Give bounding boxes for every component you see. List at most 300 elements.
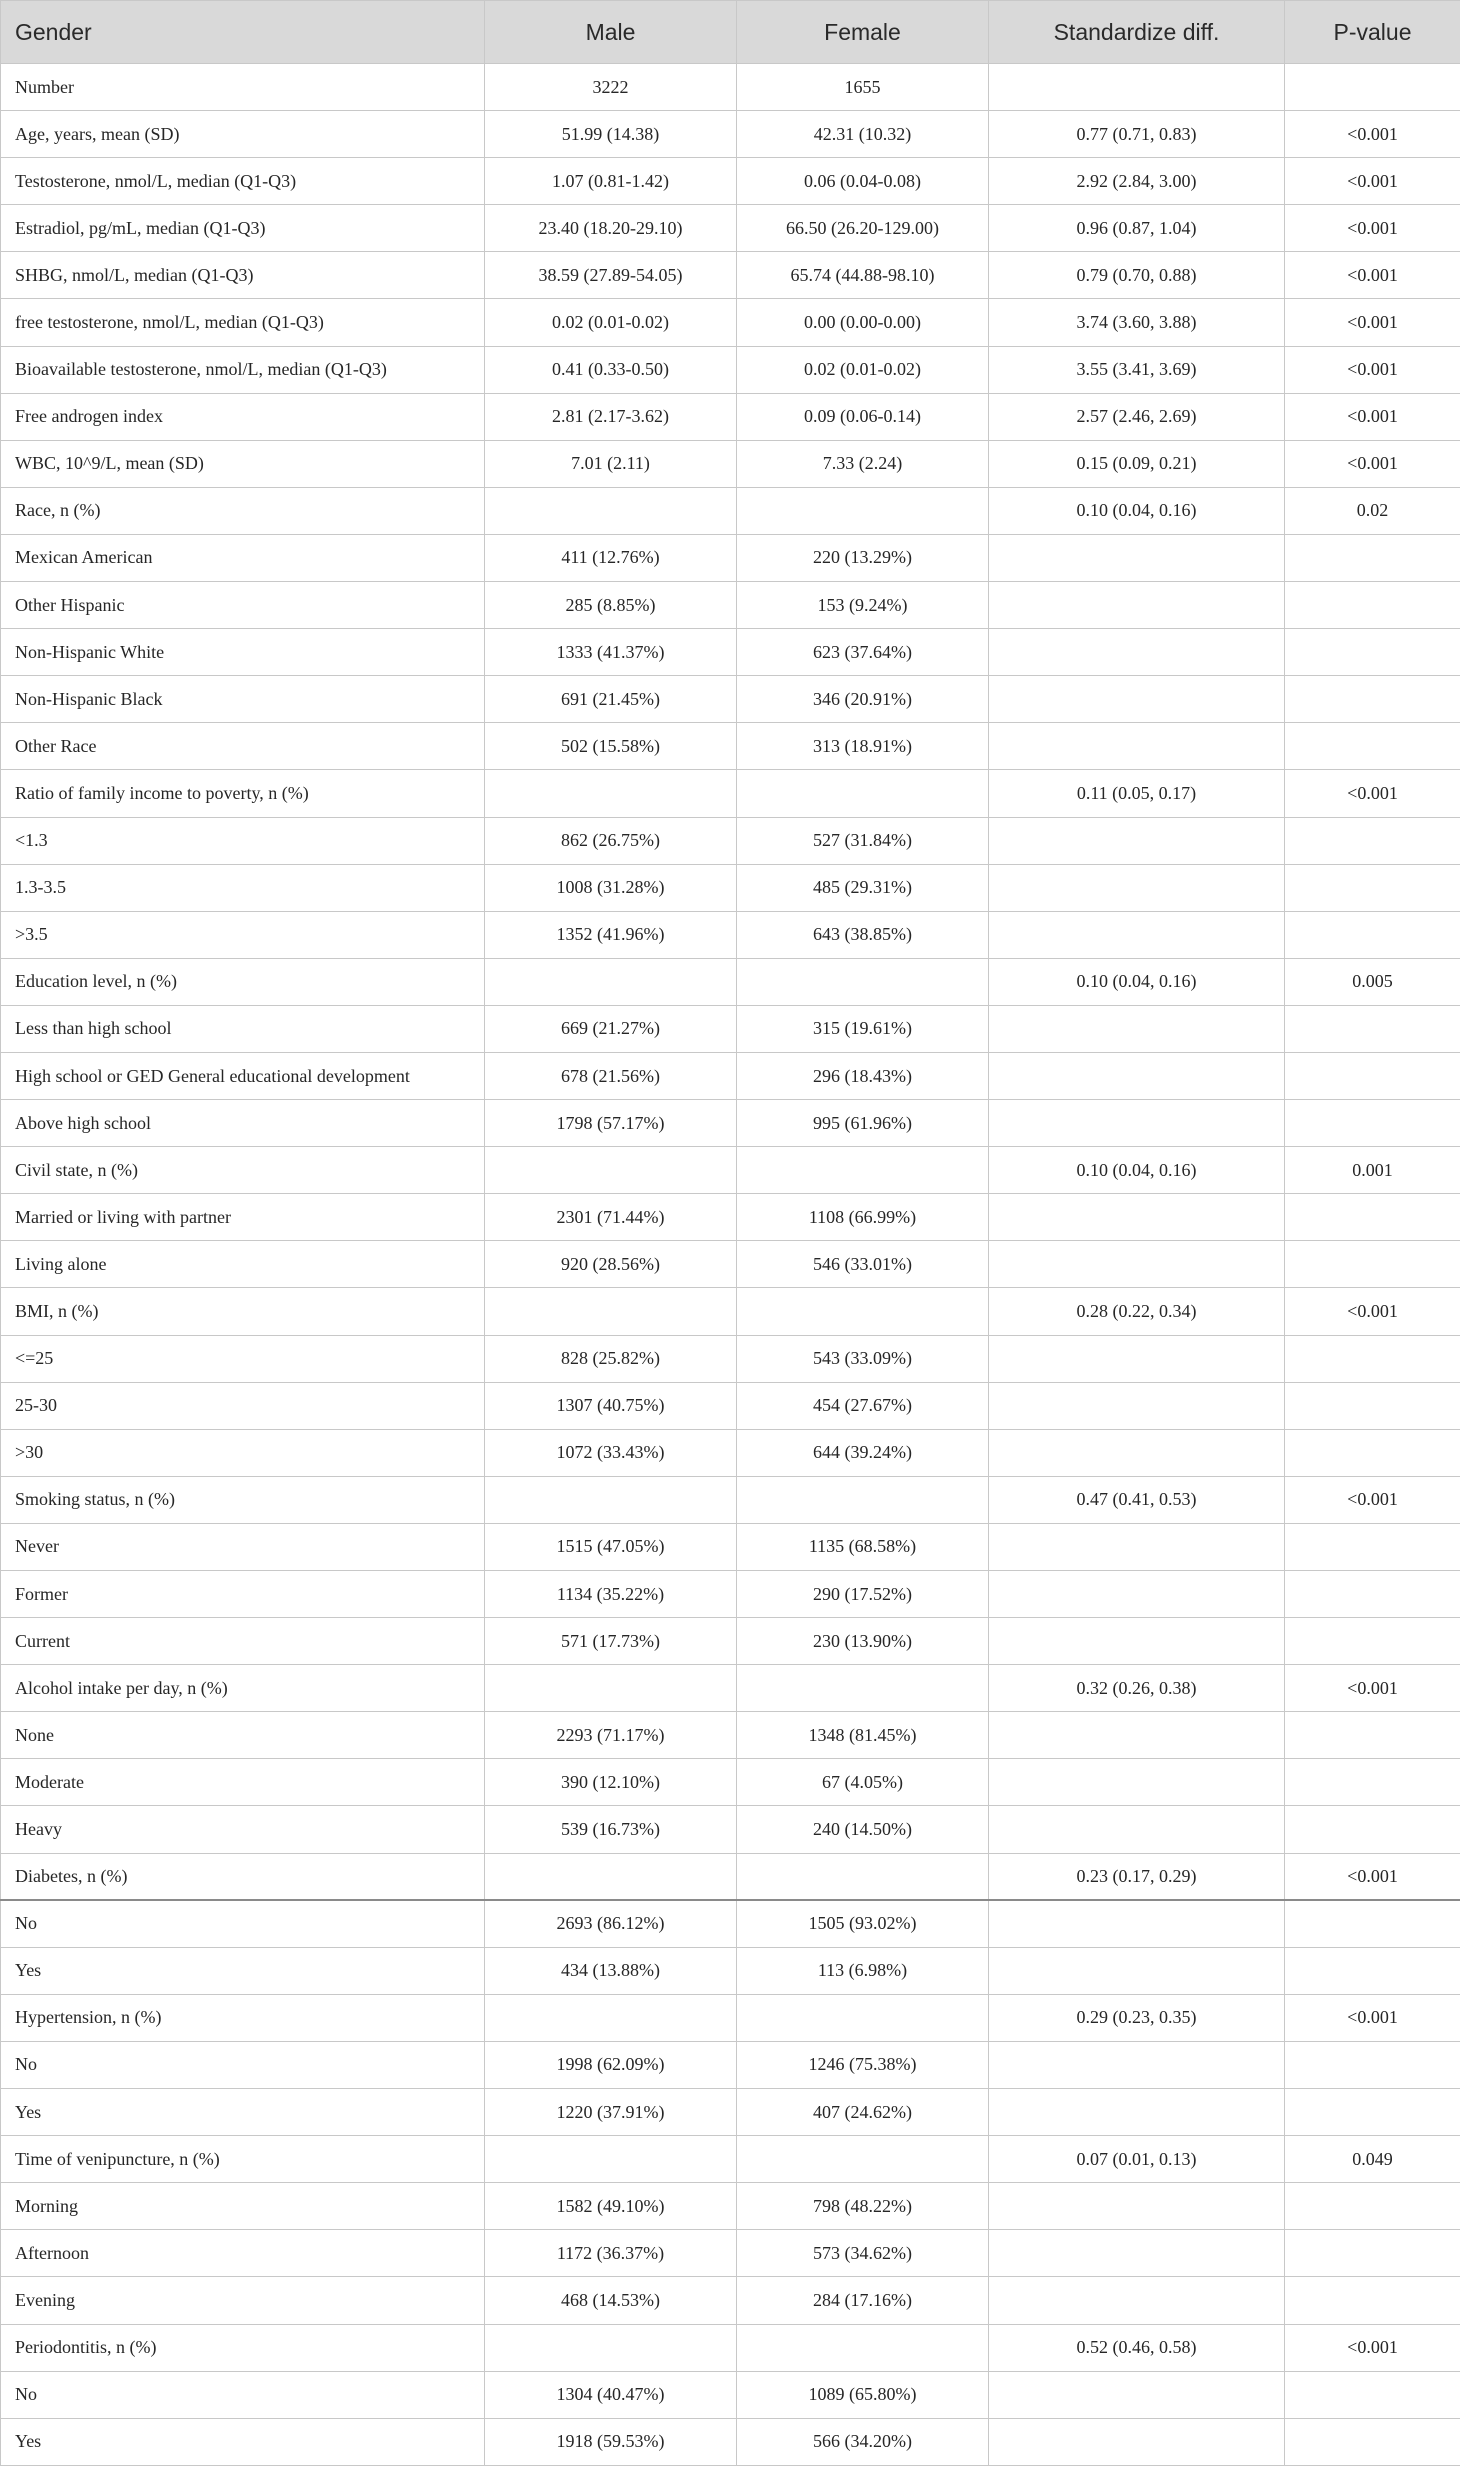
cell-standardize-diff <box>989 1947 1285 1994</box>
table-row <box>1 1335 1460 1382</box>
table-row <box>1 534 1460 581</box>
cell-p-value <box>1285 817 1460 864</box>
cell-standardize-diff <box>989 1005 1285 1052</box>
table-row <box>1 64 1460 111</box>
cell-variable: Never <box>1 1523 485 1570</box>
cell-variable: Smoking status, n (%) <box>1 1476 485 1523</box>
cell-female <box>737 2136 989 2183</box>
cell-variable: Living alone <box>1 1241 485 1288</box>
cell-male: 411 (12.76%) <box>485 534 737 581</box>
cell-male: 468 (14.53%) <box>485 2277 737 2324</box>
cell-variable: >30 <box>1 1429 485 1476</box>
cell-female: 0.00 (0.00-0.00) <box>737 299 989 346</box>
cell-female: 0.09 (0.06-0.14) <box>737 393 989 440</box>
table-row <box>1 1853 1460 1900</box>
cell-female <box>737 1665 989 1712</box>
cell-standardize-diff <box>989 2418 1285 2465</box>
cell-variable: Other Hispanic <box>1 582 485 629</box>
cell-female <box>737 1476 989 1523</box>
table-row <box>1 158 1460 205</box>
cell-standardize-diff: 0.77 (0.71, 0.83) <box>989 111 1285 158</box>
table-row <box>1 1476 1460 1523</box>
cell-female: 315 (19.61%) <box>737 1005 989 1052</box>
cell-p-value <box>1285 1523 1460 1570</box>
cell-female: 220 (13.29%) <box>737 534 989 581</box>
cell-female: 1135 (68.58%) <box>737 1523 989 1570</box>
header-gender: Gender <box>1 1 485 64</box>
cell-standardize-diff <box>989 911 1285 958</box>
table-row <box>1 1947 1460 1994</box>
table-row <box>1 958 1460 1005</box>
cell-variable: Alcohol intake per day, n (%) <box>1 1665 485 1712</box>
table-row <box>1 393 1460 440</box>
table-row <box>1 2136 1460 2183</box>
cell-variable: Former <box>1 1571 485 1618</box>
cell-male: 23.40 (18.20-29.10) <box>485 205 737 252</box>
cell-variable: Other Race <box>1 723 485 770</box>
table-row <box>1 582 1460 629</box>
cell-male: 1352 (41.96%) <box>485 911 737 958</box>
cell-p-value: 0.02 <box>1285 487 1460 534</box>
header-female: Female <box>737 1 989 64</box>
cell-variable: 25-30 <box>1 1382 485 1429</box>
cell-variable: Current <box>1 1618 485 1665</box>
cell-p-value: <0.001 <box>1285 1853 1460 1900</box>
cell-male <box>485 958 737 1005</box>
cell-p-value: <0.001 <box>1285 393 1460 440</box>
cell-variable: Mexican American <box>1 534 485 581</box>
cell-variable: Heavy <box>1 1806 485 1853</box>
cell-p-value: <0.001 <box>1285 205 1460 252</box>
cell-male: 1008 (31.28%) <box>485 864 737 911</box>
cell-variable: Ratio of family income to poverty, n (%) <box>1 770 485 817</box>
cell-standardize-diff <box>989 864 1285 911</box>
cell-variable: Number <box>1 64 485 111</box>
cell-female <box>737 2324 989 2371</box>
cell-female: 995 (61.96%) <box>737 1100 989 1147</box>
cell-standardize-diff <box>989 723 1285 770</box>
cell-standardize-diff: 3.74 (3.60, 3.88) <box>989 299 1285 346</box>
table-row <box>1 1994 1460 2041</box>
cell-male: 1998 (62.09%) <box>485 2041 737 2088</box>
cell-standardize-diff: 0.29 (0.23, 0.35) <box>989 1994 1285 2041</box>
cell-p-value: <0.001 <box>1285 158 1460 205</box>
cell-standardize-diff <box>989 1712 1285 1759</box>
cell-female: 65.74 (44.88-98.10) <box>737 252 989 299</box>
table-row <box>1 205 1460 252</box>
cell-standardize-diff <box>989 2041 1285 2088</box>
cell-standardize-diff: 0.07 (0.01, 0.13) <box>989 2136 1285 2183</box>
cell-p-value <box>1285 1005 1460 1052</box>
cell-female: 42.31 (10.32) <box>737 111 989 158</box>
cell-male: 1134 (35.22%) <box>485 1571 737 1618</box>
cell-p-value <box>1285 1571 1460 1618</box>
table-row <box>1 2418 1460 2465</box>
cell-female: 0.02 (0.01-0.02) <box>737 346 989 393</box>
cell-male: 0.02 (0.01-0.02) <box>485 299 737 346</box>
cell-male <box>485 770 737 817</box>
cell-p-value: <0.001 <box>1285 2324 1460 2371</box>
cell-male: 3222 <box>485 64 737 111</box>
cell-variable: Morning <box>1 2183 485 2230</box>
cell-male: 1798 (57.17%) <box>485 1100 737 1147</box>
cell-p-value <box>1285 1947 1460 1994</box>
cell-p-value <box>1285 2277 1460 2324</box>
cell-standardize-diff: 0.28 (0.22, 0.34) <box>989 1288 1285 1335</box>
table-row <box>1 2324 1460 2371</box>
cell-standardize-diff: 0.10 (0.04, 0.16) <box>989 1147 1285 1194</box>
cell-female: 1505 (93.02%) <box>737 1900 989 1947</box>
cell-standardize-diff <box>989 1806 1285 1853</box>
cell-male: 285 (8.85%) <box>485 582 737 629</box>
table-row <box>1 770 1460 817</box>
table-row <box>1 1194 1460 1241</box>
cell-standardize-diff <box>989 1900 1285 1947</box>
cell-male <box>485 1147 737 1194</box>
cell-male: 2293 (71.17%) <box>485 1712 737 1759</box>
cell-variable: Bioavailable testosterone, nmol/L, median (Q1-Q3) <box>1 346 485 393</box>
cell-male: 571 (17.73%) <box>485 1618 737 1665</box>
cell-p-value <box>1285 2089 1460 2136</box>
cell-male <box>485 1665 737 1712</box>
table-row <box>1 1288 1460 1335</box>
cell-female: 566 (34.20%) <box>737 2418 989 2465</box>
cell-standardize-diff <box>989 2183 1285 2230</box>
cell-male: 2.81 (2.17-3.62) <box>485 393 737 440</box>
cell-female: 485 (29.31%) <box>737 864 989 911</box>
cell-standardize-diff <box>989 1194 1285 1241</box>
cell-p-value <box>1285 1429 1460 1476</box>
cell-standardize-diff <box>989 534 1285 581</box>
cell-female <box>737 1994 989 2041</box>
table-row <box>1 1005 1460 1052</box>
table-row <box>1 1382 1460 1429</box>
table-row <box>1 1665 1460 1712</box>
cell-variable: Race, n (%) <box>1 487 485 534</box>
cell-p-value: <0.001 <box>1285 440 1460 487</box>
cell-standardize-diff <box>989 1618 1285 1665</box>
cell-female: 0.06 (0.04-0.08) <box>737 158 989 205</box>
cell-male <box>485 1853 737 1900</box>
cell-male: 669 (21.27%) <box>485 1005 737 1052</box>
table-row <box>1 252 1460 299</box>
cell-variable: Age, years, mean (SD) <box>1 111 485 158</box>
cell-p-value <box>1285 1712 1460 1759</box>
header-male: Male <box>485 1 737 64</box>
table-row <box>1 1052 1460 1099</box>
cell-p-value <box>1285 1618 1460 1665</box>
cell-standardize-diff <box>989 64 1285 111</box>
cell-p-value <box>1285 1335 1460 1382</box>
cell-p-value <box>1285 1194 1460 1241</box>
cell-male <box>485 2136 737 2183</box>
table-row <box>1 1759 1460 1806</box>
cell-variable: Non-Hispanic White <box>1 629 485 676</box>
cell-variable: Married or living with partner <box>1 1194 485 1241</box>
cell-standardize-diff: 2.92 (2.84, 3.00) <box>989 158 1285 205</box>
cell-p-value: <0.001 <box>1285 111 1460 158</box>
table-row <box>1 1100 1460 1147</box>
cell-p-value <box>1285 2418 1460 2465</box>
cell-standardize-diff <box>989 1241 1285 1288</box>
cell-p-value: <0.001 <box>1285 1665 1460 1712</box>
cell-p-value <box>1285 2041 1460 2088</box>
cell-variable: No <box>1 1900 485 1947</box>
table-row <box>1 723 1460 770</box>
cell-female: 7.33 (2.24) <box>737 440 989 487</box>
cell-standardize-diff <box>989 2089 1285 2136</box>
cell-p-value: <0.001 <box>1285 1288 1460 1335</box>
cell-male: 1304 (40.47%) <box>485 2371 737 2418</box>
cell-female: 346 (20.91%) <box>737 676 989 723</box>
cell-standardize-diff <box>989 1100 1285 1147</box>
header-p-value: P-value <box>1285 1 1460 64</box>
cell-standardize-diff <box>989 1429 1285 1476</box>
cell-p-value <box>1285 911 1460 958</box>
cell-female: 1108 (66.99%) <box>737 1194 989 1241</box>
cell-p-value: 0.049 <box>1285 2136 1460 2183</box>
cell-standardize-diff: 0.10 (0.04, 0.16) <box>989 487 1285 534</box>
cell-variable: Periodontitis, n (%) <box>1 2324 485 2371</box>
cell-male: 1582 (49.10%) <box>485 2183 737 2230</box>
table-row <box>1 2371 1460 2418</box>
cell-female <box>737 1288 989 1335</box>
table-row <box>1 1147 1460 1194</box>
cell-p-value <box>1285 64 1460 111</box>
cell-female: 546 (33.01%) <box>737 1241 989 1288</box>
cell-male: 678 (21.56%) <box>485 1052 737 1099</box>
cell-male: 862 (26.75%) <box>485 817 737 864</box>
cell-male: 390 (12.10%) <box>485 1759 737 1806</box>
cell-standardize-diff: 0.52 (0.46, 0.58) <box>989 2324 1285 2371</box>
table-row <box>1 1571 1460 1618</box>
cell-male: 7.01 (2.11) <box>485 440 737 487</box>
cell-female: 296 (18.43%) <box>737 1052 989 1099</box>
cell-male: 1333 (41.37%) <box>485 629 737 676</box>
cell-female: 623 (37.64%) <box>737 629 989 676</box>
cell-female <box>737 958 989 1005</box>
cell-standardize-diff <box>989 1523 1285 1570</box>
cell-male: 539 (16.73%) <box>485 1806 737 1853</box>
cell-p-value <box>1285 629 1460 676</box>
cell-standardize-diff <box>989 676 1285 723</box>
cell-p-value <box>1285 1900 1460 1947</box>
cell-female: 643 (38.85%) <box>737 911 989 958</box>
table-row <box>1 864 1460 911</box>
cell-variable: >3.5 <box>1 911 485 958</box>
cell-standardize-diff: 0.11 (0.05, 0.17) <box>989 770 1285 817</box>
cell-variable: No <box>1 2371 485 2418</box>
cell-variable: Non-Hispanic Black <box>1 676 485 723</box>
cell-male: 828 (25.82%) <box>485 1335 737 1382</box>
cell-female: 407 (24.62%) <box>737 2089 989 2136</box>
table-row <box>1 676 1460 723</box>
cell-p-value <box>1285 2371 1460 2418</box>
table-row <box>1 2089 1460 2136</box>
cell-p-value: 0.005 <box>1285 958 1460 1005</box>
cell-variable: Moderate <box>1 1759 485 1806</box>
table-row <box>1 1712 1460 1759</box>
table-row <box>1 440 1460 487</box>
cell-female: 644 (39.24%) <box>737 1429 989 1476</box>
cell-variable: 1.3-3.5 <box>1 864 485 911</box>
cell-variable: Hypertension, n (%) <box>1 1994 485 2041</box>
cell-female: 454 (27.67%) <box>737 1382 989 1429</box>
cell-standardize-diff: 0.15 (0.09, 0.21) <box>989 440 1285 487</box>
cell-p-value: <0.001 <box>1285 1476 1460 1523</box>
cell-standardize-diff: 0.23 (0.17, 0.29) <box>989 1853 1285 1900</box>
cell-standardize-diff: 0.96 (0.87, 1.04) <box>989 205 1285 252</box>
cell-female: 1246 (75.38%) <box>737 2041 989 2088</box>
cell-variable: Time of venipuncture, n (%) <box>1 2136 485 2183</box>
cell-variable: Diabetes, n (%) <box>1 1853 485 1900</box>
table-row <box>1 299 1460 346</box>
table-row <box>1 1429 1460 1476</box>
table-row <box>1 2277 1460 2324</box>
header-standardize-diff: Standardize diff. <box>989 1 1285 64</box>
cell-variable: Afternoon <box>1 2230 485 2277</box>
cell-variable: Free androgen index <box>1 393 485 440</box>
cell-standardize-diff <box>989 2371 1285 2418</box>
cell-standardize-diff <box>989 1335 1285 1382</box>
cell-variable: Evening <box>1 2277 485 2324</box>
cell-female: 573 (34.62%) <box>737 2230 989 2277</box>
cell-female <box>737 1853 989 1900</box>
cell-male: 1220 (37.91%) <box>485 2089 737 2136</box>
table-row <box>1 1618 1460 1665</box>
cell-p-value: <0.001 <box>1285 346 1460 393</box>
cell-male: 920 (28.56%) <box>485 1241 737 1288</box>
cell-female: 113 (6.98%) <box>737 1947 989 1994</box>
cell-p-value: <0.001 <box>1285 1994 1460 2041</box>
header-row <box>1 1 1460 64</box>
cell-male: 38.59 (27.89-54.05) <box>485 252 737 299</box>
cell-male <box>485 1994 737 2041</box>
cell-variable: Civil state, n (%) <box>1 1147 485 1194</box>
cell-p-value <box>1285 2183 1460 2230</box>
cell-female: 230 (13.90%) <box>737 1618 989 1665</box>
cell-p-value <box>1285 1759 1460 1806</box>
cell-standardize-diff <box>989 1759 1285 1806</box>
cell-variable: Yes <box>1 2418 485 2465</box>
cell-standardize-diff <box>989 629 1285 676</box>
cell-variable: WBC, 10^9/L, mean (SD) <box>1 440 485 487</box>
table-row <box>1 2041 1460 2088</box>
cell-female: 240 (14.50%) <box>737 1806 989 1853</box>
cell-female <box>737 1147 989 1194</box>
cell-male <box>485 487 737 534</box>
cell-p-value <box>1285 534 1460 581</box>
cell-p-value <box>1285 676 1460 723</box>
cell-standardize-diff <box>989 2230 1285 2277</box>
cell-variable: None <box>1 1712 485 1759</box>
cell-variable: Above high school <box>1 1100 485 1147</box>
cell-female: 1655 <box>737 64 989 111</box>
cell-male: 1.07 (0.81-1.42) <box>485 158 737 205</box>
cell-p-value <box>1285 864 1460 911</box>
cell-male: 1172 (36.37%) <box>485 2230 737 2277</box>
cell-male: 0.41 (0.33-0.50) <box>485 346 737 393</box>
cell-male: 434 (13.88%) <box>485 1947 737 1994</box>
table-row <box>1 629 1460 676</box>
cell-male: 1307 (40.75%) <box>485 1382 737 1429</box>
cell-standardize-diff <box>989 817 1285 864</box>
cell-variable: High school or GED General educational development <box>1 1052 485 1099</box>
cell-standardize-diff <box>989 1382 1285 1429</box>
cell-p-value <box>1285 582 1460 629</box>
cell-standardize-diff <box>989 1052 1285 1099</box>
cell-female: 1089 (65.80%) <box>737 2371 989 2418</box>
cell-standardize-diff <box>989 2277 1285 2324</box>
cell-variable: <1.3 <box>1 817 485 864</box>
table-body <box>1 64 1460 2466</box>
cell-variable: BMI, n (%) <box>1 1288 485 1335</box>
table-row <box>1 2183 1460 2230</box>
cell-variable: Less than high school <box>1 1005 485 1052</box>
cell-variable: Education level, n (%) <box>1 958 485 1005</box>
cell-standardize-diff: 0.79 (0.70, 0.88) <box>989 252 1285 299</box>
cell-standardize-diff <box>989 1571 1285 1618</box>
cell-female: 543 (33.09%) <box>737 1335 989 1382</box>
cell-variable: <=25 <box>1 1335 485 1382</box>
cell-p-value <box>1285 1806 1460 1853</box>
cell-male <box>485 1288 737 1335</box>
cell-male: 2693 (86.12%) <box>485 1900 737 1947</box>
cell-male: 1918 (59.53%) <box>485 2418 737 2465</box>
cell-p-value: 0.001 <box>1285 1147 1460 1194</box>
cell-variable: Yes <box>1 2089 485 2136</box>
cell-p-value: <0.001 <box>1285 252 1460 299</box>
cell-variable: Yes <box>1 1947 485 1994</box>
table-row <box>1 1523 1460 1570</box>
cell-female: 66.50 (26.20-129.00) <box>737 205 989 252</box>
cell-female: 1348 (81.45%) <box>737 1712 989 1759</box>
cell-standardize-diff: 0.32 (0.26, 0.38) <box>989 1665 1285 1712</box>
table-row <box>1 1806 1460 1853</box>
cell-male: 1072 (33.43%) <box>485 1429 737 1476</box>
cell-p-value <box>1285 1241 1460 1288</box>
cell-standardize-diff <box>989 582 1285 629</box>
cell-p-value <box>1285 1100 1460 1147</box>
table-row <box>1 1900 1460 1947</box>
cell-female: 798 (48.22%) <box>737 2183 989 2230</box>
cell-male: 691 (21.45%) <box>485 676 737 723</box>
cell-female: 153 (9.24%) <box>737 582 989 629</box>
table-row <box>1 111 1460 158</box>
cell-male <box>485 1476 737 1523</box>
cell-female: 313 (18.91%) <box>737 723 989 770</box>
cell-female: 290 (17.52%) <box>737 1571 989 1618</box>
cell-standardize-diff: 3.55 (3.41, 3.69) <box>989 346 1285 393</box>
cell-variable: free testosterone, nmol/L, median (Q1-Q3) <box>1 299 485 346</box>
cell-standardize-diff: 0.10 (0.04, 0.16) <box>989 958 1285 1005</box>
cell-variable: SHBG, nmol/L, median (Q1-Q3) <box>1 252 485 299</box>
table-row <box>1 911 1460 958</box>
cell-female <box>737 487 989 534</box>
table-row <box>1 487 1460 534</box>
cell-variable: Estradiol, pg/mL, median (Q1-Q3) <box>1 205 485 252</box>
cell-p-value: <0.001 <box>1285 770 1460 817</box>
cell-standardize-diff: 2.57 (2.46, 2.69) <box>989 393 1285 440</box>
cell-male: 51.99 (14.38) <box>485 111 737 158</box>
table-row <box>1 1241 1460 1288</box>
cell-variable: Testosterone, nmol/L, median (Q1-Q3) <box>1 158 485 205</box>
table-row <box>1 2230 1460 2277</box>
cell-female: 284 (17.16%) <box>737 2277 989 2324</box>
cell-male: 2301 (71.44%) <box>485 1194 737 1241</box>
table-row <box>1 817 1460 864</box>
table-row <box>1 346 1460 393</box>
